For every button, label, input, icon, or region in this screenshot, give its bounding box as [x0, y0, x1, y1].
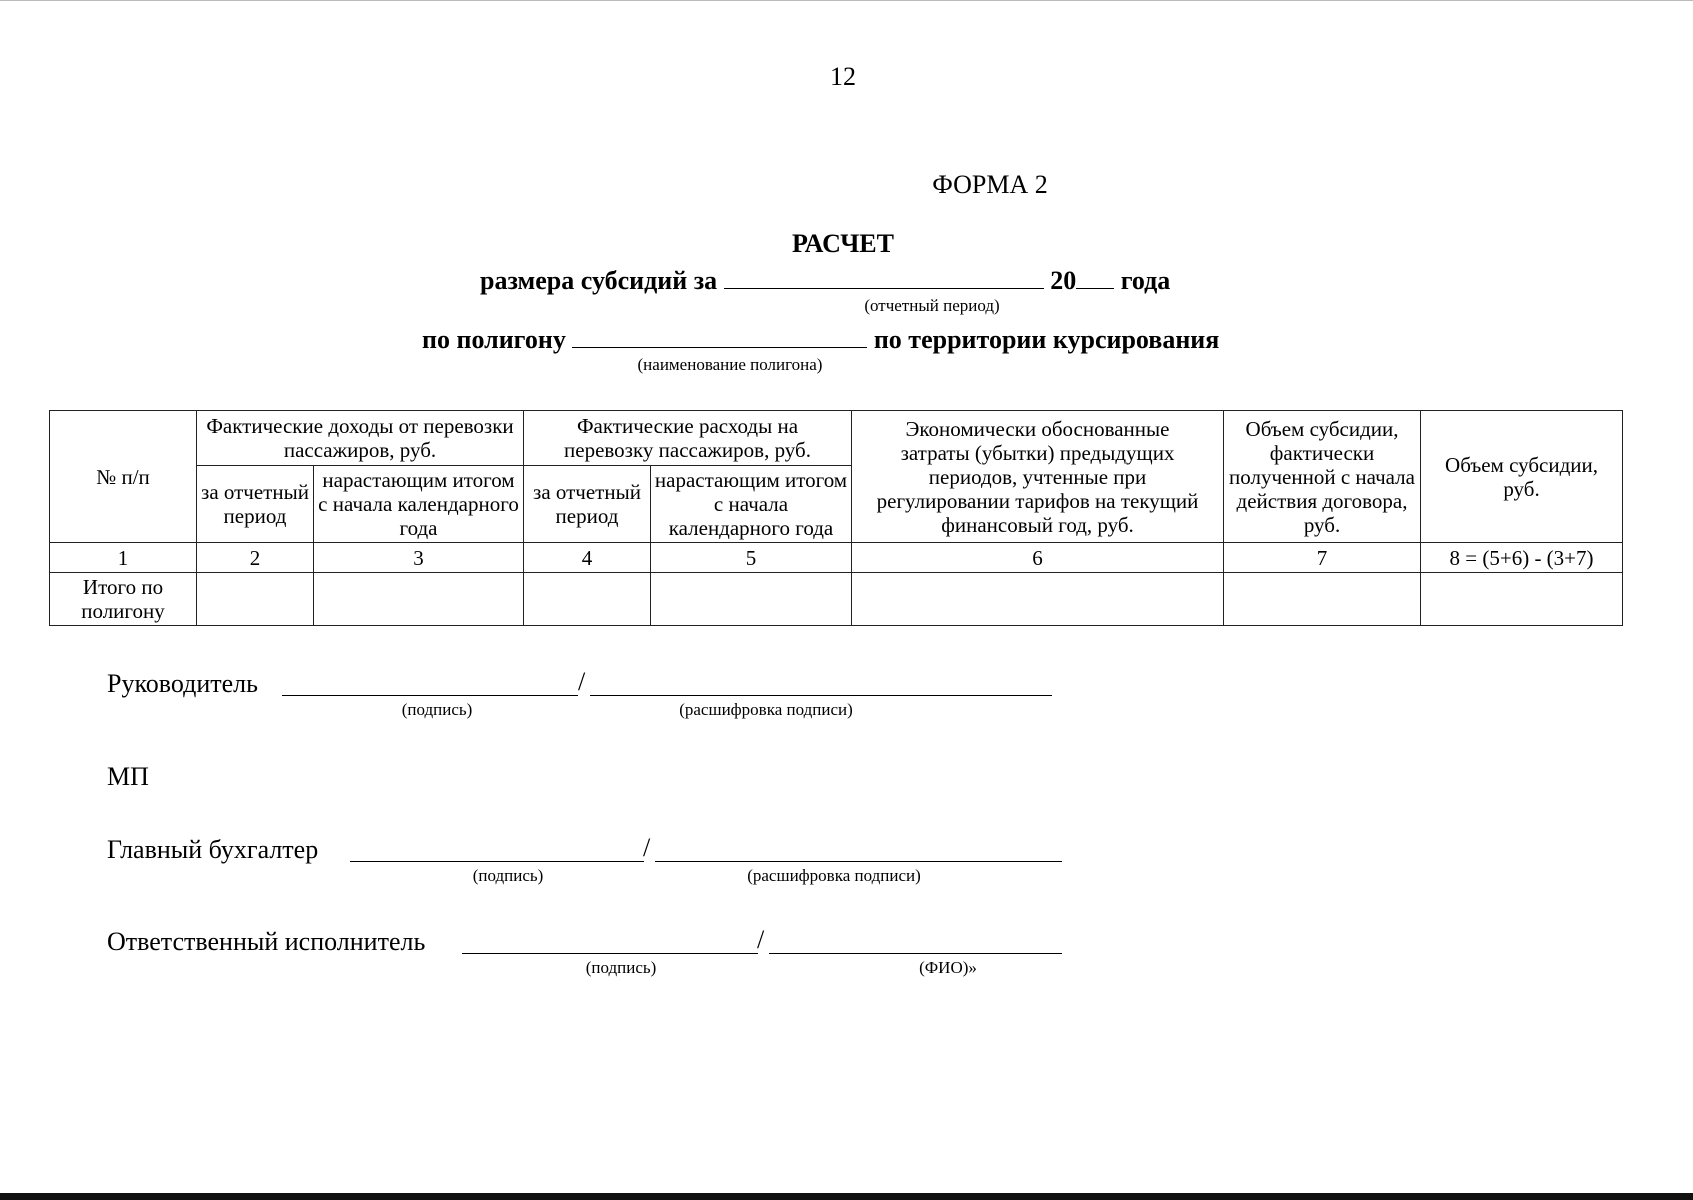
chief-accountant-label: Главный бухгалтер — [107, 835, 319, 864]
accountant-slash: / — [643, 833, 651, 862]
executor-signature-line[interactable] — [462, 931, 758, 954]
expense-cumulative-header: нарастающим итогом с начала календарного года — [651, 466, 852, 543]
column-number-cell: 4 — [524, 543, 651, 573]
column-number-cell: 2 — [197, 543, 314, 573]
period-caption: (отчетный период) — [864, 296, 1000, 315]
page-number: 12 — [830, 62, 856, 91]
accountant-signature-line[interactable] — [350, 839, 644, 862]
expense-period-header: за отчетный период — [524, 466, 651, 543]
executor-signature-caption: (подпись) — [585, 958, 657, 977]
total-label: Итого по полигону — [50, 573, 197, 626]
polygon-name-field[interactable] — [572, 325, 867, 348]
year-field[interactable] — [1076, 266, 1114, 289]
head-label: Руководитель — [107, 669, 258, 698]
form-label: ФОРМА 2 — [932, 170, 1048, 199]
column-number-cell: 6 — [852, 543, 1224, 573]
subsidy-table — [49, 410, 1623, 626]
income-cumulative-header: нарастающим итогом с начала календарного года — [314, 466, 524, 543]
document-title: РАСЧЕТ — [792, 229, 894, 258]
header-row-1 — [50, 411, 1623, 466]
head-slash: / — [578, 667, 586, 696]
column-number-cell: 3 — [314, 543, 524, 573]
column-number-cell: 5 — [651, 543, 852, 573]
scan-bottom-edge — [0, 1193, 1693, 1200]
column-number-cell: 7 — [1224, 543, 1421, 573]
total-cell-expense-cumulative[interactable] — [651, 573, 852, 626]
executor-slash: / — [757, 925, 765, 954]
accountant-decode-caption: (расшифровка подписи) — [747, 866, 921, 885]
head-signature-line[interactable] — [282, 673, 578, 696]
income-period-header: за отчетный период — [197, 466, 314, 543]
executor-fio-caption: (ФИО)» — [919, 958, 977, 977]
column-numbers-row — [50, 543, 1623, 573]
subtitle-line — [480, 266, 1170, 296]
total-cell-prior-costs[interactable] — [852, 573, 1224, 626]
period-field[interactable] — [724, 266, 1044, 289]
top-rule — [0, 0, 1693, 1]
income-group-header: Фактические доходы от перевозки пассажиров, руб. — [197, 411, 524, 466]
accountant-decode-line[interactable] — [655, 839, 1062, 862]
executor-fio-line[interactable] — [769, 931, 1062, 954]
executor-label: Ответственный исполнитель — [107, 927, 426, 956]
total-row — [50, 573, 1623, 626]
col-number-header: № п/п — [50, 411, 197, 543]
accountant-signature-caption: (подпись) — [472, 866, 544, 885]
expense-group-header: Фактические расходы на перевозку пассажиров, руб. — [524, 411, 852, 466]
total-cell-subsidy-amount[interactable] — [1421, 573, 1623, 626]
subtitle-suffix: года — [1120, 266, 1171, 295]
total-cell-received-subsidy[interactable] — [1224, 573, 1421, 626]
head-decode-caption: (расшифровка подписи) — [679, 700, 853, 719]
column-number-cell: 8 = (5+6) - (3+7) — [1421, 543, 1623, 573]
polygon-prefix: по полигону — [422, 325, 566, 354]
polygon-caption: (наименование полигона) — [637, 355, 823, 374]
polygon-line — [422, 325, 1219, 355]
total-cell-income-period[interactable] — [197, 573, 314, 626]
head-signature-caption: (подпись) — [401, 700, 473, 719]
total-cell-income-cumulative[interactable] — [314, 573, 524, 626]
polygon-suffix: по территории курсирования — [873, 325, 1220, 354]
stamp-label: МП — [107, 762, 149, 791]
column-number-cell: 1 — [50, 543, 197, 573]
subtitle-prefix: размера субсидий за — [480, 266, 718, 295]
col6-header: Экономически обоснованные затраты (убытки) предыдущих периодов, учтенные при регулировании тарифов на текущий финансовый год, руб. — [852, 411, 1224, 543]
total-cell-expense-period[interactable] — [524, 573, 651, 626]
head-decode-line[interactable] — [590, 673, 1052, 696]
col8-header: Объем субсидии, руб. — [1421, 411, 1623, 543]
year-prefix: 20 — [1050, 266, 1077, 295]
col7-header: Объем субсидии, фактически полученной с начала действия договора, руб. — [1224, 411, 1421, 543]
